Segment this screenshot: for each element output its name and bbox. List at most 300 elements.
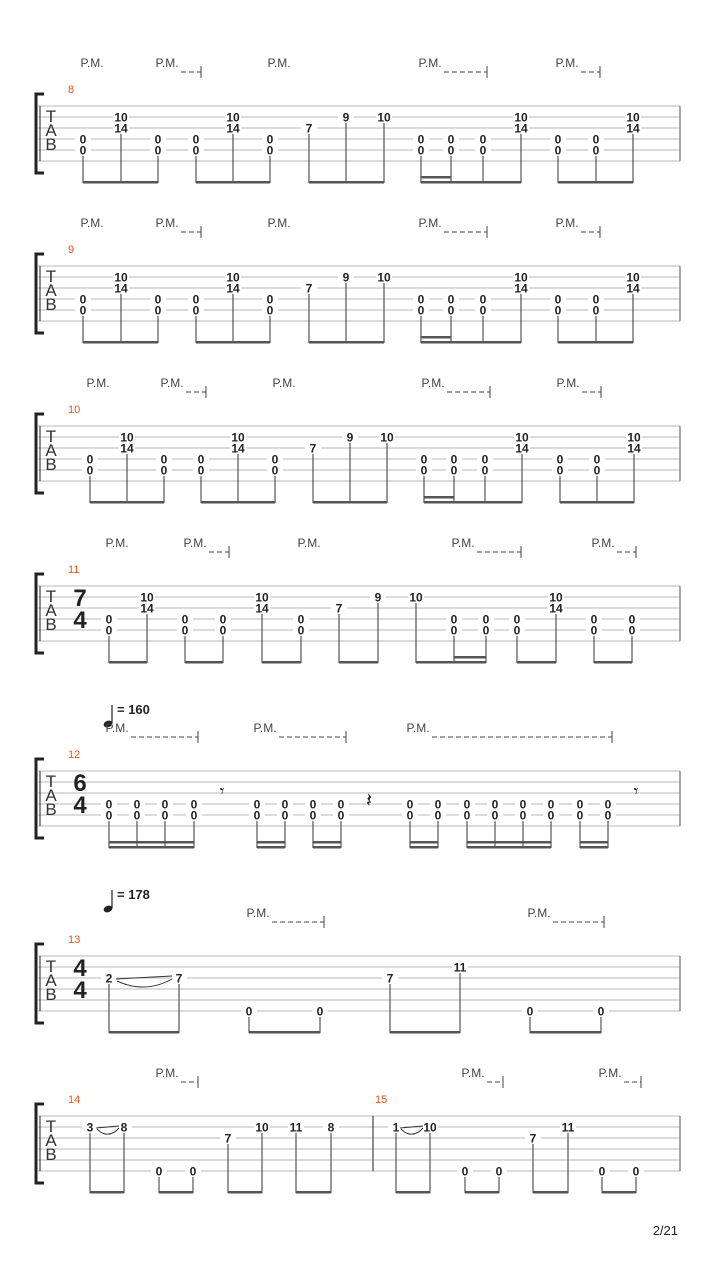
beam	[313, 501, 387, 504]
palm-mute-label: P.M.	[80, 56, 104, 70]
fret-number: 0	[526, 1004, 534, 1019]
fret-number: 1	[392, 1120, 400, 1135]
fret-number: 14	[255, 601, 269, 616]
fret-number: 10	[627, 430, 641, 445]
fret-number: 14	[226, 121, 240, 136]
fret-number: 7	[386, 971, 394, 986]
fret-number: 0	[554, 292, 562, 307]
slur-arc	[401, 1128, 423, 1134]
beam	[454, 661, 486, 664]
tempo-marking: = 160	[117, 702, 150, 717]
palm-mute-label: P.M.	[418, 56, 442, 70]
palm-mute-label: P.M.	[267, 216, 291, 230]
fret-number: 0	[197, 452, 205, 467]
fret-number: 0	[266, 143, 274, 158]
beam	[580, 846, 608, 849]
tab-system	[36, 890, 680, 1034]
fret-number: 14	[627, 441, 641, 456]
fret-number: 0	[105, 797, 113, 812]
fret-number: 0	[281, 808, 289, 823]
fret-number: 0	[491, 797, 499, 812]
measure-number: 8	[68, 84, 75, 96]
tab-system	[36, 1076, 680, 1194]
beam	[390, 1031, 460, 1034]
fret-number: 0	[576, 808, 584, 823]
fret-number: 0	[491, 808, 499, 823]
beam	[339, 661, 378, 664]
fret-number: 0	[547, 808, 555, 823]
beam	[558, 341, 633, 344]
fret-number: 0	[590, 623, 598, 638]
fret-number: 0	[592, 292, 600, 307]
palm-mute-label: P.M.	[555, 216, 579, 230]
fret-number: 0	[155, 1164, 163, 1179]
fret-number: 0	[554, 303, 562, 318]
fret-number: 0	[406, 808, 414, 823]
fret-number: 0	[513, 612, 521, 627]
fret-number: 0	[461, 1164, 469, 1179]
fret-number: 0	[479, 132, 487, 147]
fret-number: 0	[481, 452, 489, 467]
beam	[421, 341, 451, 344]
fret-number: 0	[632, 1164, 640, 1179]
beam	[560, 501, 634, 504]
beam	[454, 501, 522, 504]
fret-number: 0	[434, 808, 442, 823]
fret-number: 0	[86, 452, 94, 467]
fret-number: 0	[447, 143, 455, 158]
fret-number: 0	[463, 797, 471, 812]
fret-number: 0	[420, 452, 428, 467]
fret-number: 10	[114, 110, 128, 125]
tab-clef-letter: B	[45, 455, 57, 474]
tab-clef-letter: A	[45, 1131, 57, 1150]
beam	[109, 846, 194, 849]
palm-mute-label: P.M.	[246, 906, 270, 920]
fret-number: 9	[346, 430, 354, 445]
fret-number: 8	[327, 1120, 335, 1135]
fret-number: 0	[463, 808, 471, 823]
beam	[83, 341, 158, 344]
fret-number: 10	[255, 590, 269, 605]
fret-number: 14	[514, 121, 528, 136]
fret-number: 0	[266, 132, 274, 147]
eighth-rest-icon: 𝄾	[633, 781, 639, 801]
fret-number: 0	[309, 797, 317, 812]
beam	[410, 846, 438, 849]
fret-number: 0	[337, 808, 345, 823]
tab-clef-letter: T	[45, 772, 57, 791]
tab-clef-letter: B	[45, 1145, 57, 1164]
beam	[90, 501, 164, 504]
fret-number: 0	[154, 292, 162, 307]
beam	[451, 181, 521, 184]
palm-mute-label: P.M.	[80, 216, 104, 230]
fret-number: 0	[79, 292, 87, 307]
fret-number: 0	[154, 132, 162, 147]
fret-number: 0	[547, 797, 555, 812]
fret-number: 8	[120, 1120, 128, 1135]
beam	[451, 341, 521, 344]
palm-mute-label: P.M.	[421, 376, 445, 390]
fret-number: 0	[105, 612, 113, 627]
tab-system	[36, 226, 680, 344]
beam	[159, 1191, 193, 1194]
fret-number: 2	[105, 971, 113, 986]
fret-number: 10	[226, 270, 240, 285]
fret-number: 0	[519, 797, 527, 812]
fret-number: 11	[561, 1120, 575, 1135]
beam	[421, 176, 451, 179]
fret-number: 7	[335, 601, 343, 616]
beam	[421, 336, 451, 339]
fret-number: 0	[190, 797, 198, 812]
fret-number: 0	[309, 808, 317, 823]
fret-number: 0	[160, 452, 168, 467]
time-signature-bottom: 4	[73, 977, 87, 1004]
fret-number: 0	[86, 463, 94, 478]
fret-number: 0	[417, 303, 425, 318]
beam	[467, 846, 551, 849]
beam	[309, 341, 384, 344]
beam	[262, 661, 301, 664]
fret-number: 0	[604, 808, 612, 823]
fret-number: 0	[593, 452, 601, 467]
fret-number: 0	[79, 143, 87, 158]
palm-mute-label: P.M.	[183, 536, 207, 550]
beam	[109, 1031, 179, 1034]
tab-clef-letter: T	[45, 427, 57, 446]
fret-number: 10	[377, 270, 391, 285]
fret-number: 0	[556, 463, 564, 478]
tab-clef-letter: B	[45, 985, 57, 1004]
beam	[228, 1191, 262, 1194]
fret-number: 10	[255, 1120, 269, 1135]
fret-number: 14	[140, 601, 154, 616]
beam	[109, 841, 194, 844]
measure-number: 14	[68, 1094, 81, 1106]
fret-number: 0	[245, 1004, 253, 1019]
fret-number: 7	[305, 281, 313, 296]
time-signature-top: 4	[73, 955, 87, 982]
beam	[313, 841, 341, 844]
fret-number: 3	[86, 1120, 94, 1135]
time-signature-bottom: 4	[73, 792, 87, 819]
beam	[416, 661, 454, 664]
fret-number: 0	[479, 303, 487, 318]
slur-arc	[97, 1128, 119, 1134]
tab-system	[36, 705, 680, 849]
fret-number: 0	[479, 292, 487, 307]
beam	[309, 181, 384, 184]
measure-number: 9	[68, 244, 75, 256]
fret-number: 14	[549, 601, 563, 616]
palm-mute-label: P.M.	[297, 536, 321, 550]
fret-number: 0	[271, 452, 279, 467]
fret-number: 14	[120, 441, 134, 456]
beam	[454, 656, 486, 659]
fret-number: 0	[79, 132, 87, 147]
beam	[196, 181, 270, 184]
fret-number: 7	[224, 1131, 232, 1146]
fret-number: 0	[133, 797, 141, 812]
palm-mute-label: P.M.	[598, 1066, 622, 1080]
fret-number: 0	[337, 797, 345, 812]
tempo-marking: = 178	[117, 887, 150, 902]
tab-clef-letter: T	[45, 107, 57, 126]
fret-number: 0	[417, 292, 425, 307]
beam	[533, 1191, 568, 1194]
beam	[185, 661, 223, 664]
fret-number: 0	[420, 463, 428, 478]
fret-number: 7	[309, 441, 317, 456]
tab-clef-letter: A	[45, 121, 57, 140]
fret-number: 10	[423, 1120, 437, 1135]
fret-number: 11	[453, 960, 467, 975]
fret-number: 14	[231, 441, 245, 456]
tab-clef-letter: T	[45, 587, 57, 606]
fret-number: 0	[281, 797, 289, 812]
fret-number: 0	[181, 623, 189, 638]
fret-number: 9	[342, 110, 350, 125]
fret-number: 14	[515, 441, 529, 456]
beam	[530, 1031, 601, 1034]
beam	[594, 661, 632, 664]
palm-mute-label: P.M.	[555, 56, 579, 70]
fret-number: 10	[140, 590, 154, 605]
fret-number: 0	[447, 132, 455, 147]
fret-number: 0	[160, 463, 168, 478]
fret-number: 0	[450, 452, 458, 467]
fret-number: 7	[529, 1131, 537, 1146]
fret-number: 10	[626, 110, 640, 125]
fret-number: 10	[231, 430, 245, 445]
page-number: 2/21	[652, 1223, 678, 1238]
fret-number: 0	[154, 143, 162, 158]
tab-clef-letter: B	[45, 615, 57, 634]
fret-number: 10	[114, 270, 128, 285]
fret-number: 7	[175, 971, 183, 986]
beam	[296, 1191, 331, 1194]
fret-number: 0	[434, 797, 442, 812]
fret-number: 0	[133, 808, 141, 823]
time-signature-top: 6	[73, 770, 87, 797]
fret-number: 0	[604, 797, 612, 812]
fret-number: 11	[289, 1120, 303, 1135]
fret-number: 14	[114, 121, 128, 136]
tab-clef-letter: A	[45, 601, 57, 620]
fret-number: 0	[219, 623, 227, 638]
fret-number: 0	[590, 612, 598, 627]
beam	[424, 496, 454, 499]
fret-number: 0	[79, 303, 87, 318]
palm-mute-label: P.M.	[253, 721, 277, 735]
tab-clef-letter: A	[45, 281, 57, 300]
fret-number: 0	[628, 623, 636, 638]
fret-number: 0	[592, 303, 600, 318]
fret-number: 0	[192, 303, 200, 318]
fret-number: 0	[266, 292, 274, 307]
fret-number: 0	[576, 797, 584, 812]
fret-number: 14	[626, 281, 640, 296]
fret-number: 0	[297, 612, 305, 627]
palm-mute-label: P.M.	[155, 1066, 179, 1080]
palm-mute-label: P.M.	[267, 56, 291, 70]
palm-mute-label: P.M.	[527, 906, 551, 920]
fret-number: 0	[161, 797, 169, 812]
palm-mute-label: P.M.	[272, 376, 296, 390]
beam	[257, 841, 285, 844]
fret-number: 0	[406, 797, 414, 812]
fret-number: 10	[514, 110, 528, 125]
beam	[517, 661, 556, 664]
measure-number: 11	[68, 564, 80, 576]
fret-number: 0	[266, 303, 274, 318]
fret-number: 0	[598, 1164, 606, 1179]
fret-number: 0	[192, 292, 200, 307]
palm-mute-label: P.M.	[591, 536, 615, 550]
measure-number: 10	[68, 404, 81, 416]
beam	[257, 846, 285, 849]
fret-number: 0	[450, 623, 458, 638]
palm-mute-label: P.M.	[155, 216, 179, 230]
fret-number: 0	[253, 808, 261, 823]
fret-number: 7	[305, 121, 313, 136]
measure-number: 15	[375, 1094, 388, 1106]
beam	[396, 1191, 430, 1194]
beam	[410, 841, 438, 844]
fret-number: 0	[316, 1004, 324, 1019]
fret-number: 0	[482, 623, 490, 638]
fret-number: 0	[181, 612, 189, 627]
palm-mute-label: P.M.	[418, 216, 442, 230]
fret-number: 0	[597, 1004, 605, 1019]
beam	[421, 181, 451, 184]
beam	[109, 661, 147, 664]
fret-number: 10	[380, 430, 394, 445]
fret-number: 10	[226, 110, 240, 125]
fret-number: 10	[514, 270, 528, 285]
fret-number: 0	[513, 623, 521, 638]
beam	[558, 181, 633, 184]
fret-number: 10	[409, 590, 423, 605]
tab-clef-letter: A	[45, 441, 57, 460]
fret-number: 0	[479, 143, 487, 158]
fret-number: 14	[226, 281, 240, 296]
fret-number: 0	[592, 143, 600, 158]
palm-mute-label: P.M.	[105, 536, 129, 550]
fret-number: 0	[554, 143, 562, 158]
fret-number: 0	[450, 463, 458, 478]
beam	[313, 846, 341, 849]
beam	[467, 841, 551, 844]
fret-number: 14	[114, 281, 128, 296]
palm-mute-label: P.M.	[160, 376, 184, 390]
fret-number: 0	[556, 452, 564, 467]
measure-number: 12	[68, 749, 81, 761]
fret-number: 10	[120, 430, 134, 445]
fret-number: 0	[554, 132, 562, 147]
fret-number: 0	[495, 1164, 503, 1179]
fret-number: 0	[519, 808, 527, 823]
slur-arc	[117, 979, 172, 987]
beam	[249, 1031, 320, 1034]
fret-number: 0	[105, 808, 113, 823]
measure-number: 13	[68, 934, 81, 946]
beam	[465, 1191, 499, 1194]
fret-number: 0	[417, 132, 425, 147]
tab-clef-letter: B	[45, 295, 57, 314]
fret-number: 0	[219, 612, 227, 627]
fret-number: 0	[271, 463, 279, 478]
fret-number: 0	[253, 797, 261, 812]
fret-number: 0	[192, 132, 200, 147]
fret-number: 0	[482, 612, 490, 627]
beam	[83, 181, 158, 184]
beam	[196, 341, 270, 344]
tab-clef-letter: B	[45, 135, 57, 154]
tab-system	[36, 66, 680, 184]
time-signature-top: 7	[73, 585, 87, 612]
time-signature-bottom: 4	[73, 607, 87, 634]
palm-mute-label: P.M.	[105, 721, 129, 735]
fret-number: 0	[447, 303, 455, 318]
fret-number: 0	[297, 623, 305, 638]
fret-number: 0	[593, 463, 601, 478]
fret-number: 0	[628, 612, 636, 627]
tab-system	[36, 546, 680, 664]
fret-number: 10	[377, 110, 391, 125]
quarter-rest-icon: 𝄽	[365, 790, 373, 812]
beam	[201, 501, 275, 504]
tab-clef-letter: B	[45, 800, 57, 819]
fret-number: 0	[190, 808, 198, 823]
fret-number: 9	[374, 590, 382, 605]
fret-number: 0	[189, 1164, 197, 1179]
fret-number: 0	[450, 612, 458, 627]
fret-number: 0	[417, 143, 425, 158]
fret-number: 9	[342, 270, 350, 285]
fret-number: 0	[481, 463, 489, 478]
tab-clef-letter: T	[45, 267, 57, 286]
fret-number: 0	[197, 463, 205, 478]
tab-clef-letter: T	[45, 957, 57, 976]
beam	[424, 501, 454, 504]
beam	[90, 1191, 124, 1194]
fret-number: 0	[161, 808, 169, 823]
fret-number: 0	[154, 303, 162, 318]
palm-mute-label: P.M.	[451, 536, 475, 550]
fret-number: 10	[549, 590, 563, 605]
fret-number: 0	[592, 132, 600, 147]
palm-mute-label: P.M.	[86, 376, 110, 390]
palm-mute-label: P.M.	[461, 1066, 485, 1080]
fret-number: 0	[192, 143, 200, 158]
palm-mute-label: P.M.	[406, 721, 430, 735]
beam	[602, 1191, 636, 1194]
tab-clef-letter: A	[45, 971, 57, 990]
fret-number: 0	[105, 623, 113, 638]
tab-clef-letter: A	[45, 786, 57, 805]
fret-number: 14	[626, 121, 640, 136]
beam	[580, 841, 608, 844]
fret-number: 10	[626, 270, 640, 285]
eighth-rest-icon: 𝄾	[219, 781, 225, 801]
fret-number: 10	[515, 430, 529, 445]
fret-number: 0	[447, 292, 455, 307]
palm-mute-label: P.M.	[155, 56, 179, 70]
tab-clef-letter: T	[45, 1117, 57, 1136]
